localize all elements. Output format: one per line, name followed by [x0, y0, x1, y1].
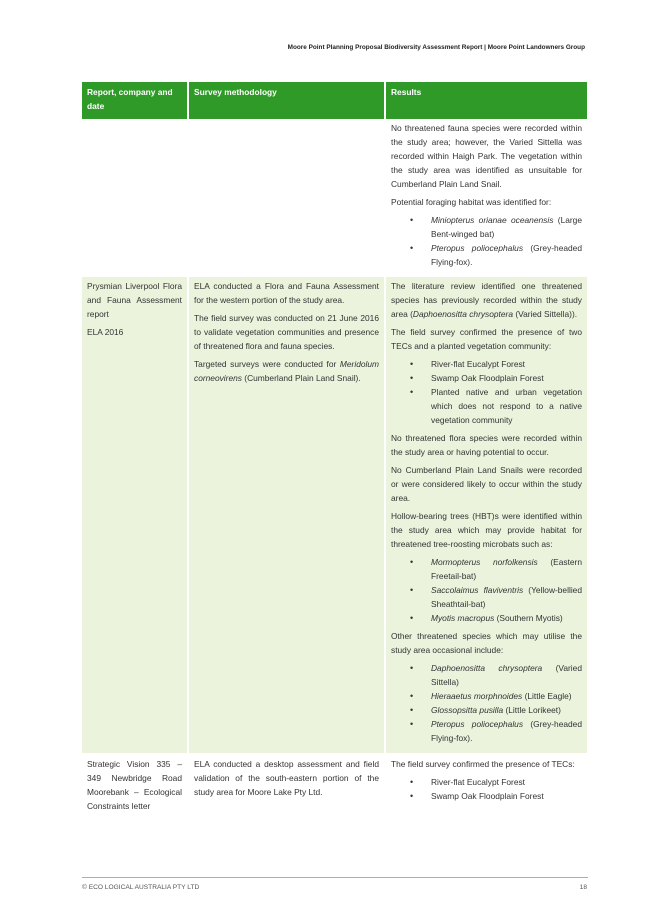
list-item: • Planted native and urban vegetation which does not respond to a native vegetation community [391, 385, 582, 427]
list-item: • Daphoenositta chrysoptera (Varied Sittella) [391, 661, 582, 689]
results-paragraph: The field survey confirmed the presence of two TECs and a planted vegetation community: [391, 327, 582, 351]
method-paragraph: ELA conducted a Flora and Fauna Assessment for the western portion of the study area. [194, 281, 379, 305]
cell-report [82, 754, 188, 821]
list-item: • Swamp Oak Floodplain Forest [391, 789, 582, 803]
results-paragraph: Other threatened species which may utilise the study area occasional include: [391, 631, 582, 655]
cell-results [385, 119, 587, 277]
results-paragraph: The literature review identified one threatened species has previously recorded within the study area (Daphoenositta chrysoptera (Varied Sittella)). [391, 281, 582, 319]
report-title: Prysmian Liverpool Flora and Fauna Assessment report [87, 281, 182, 319]
col-header-report: Report, company and date [82, 82, 188, 119]
col-header-methodology: Survey methodology [188, 82, 385, 119]
list-item: • Miniopterus orianae oceanensis (Large Bent-winged bat) [391, 213, 582, 241]
table-row [82, 119, 587, 277]
cell-method [188, 277, 385, 754]
table-row [82, 754, 587, 821]
running-header: Moore Point Planning Proposal Biodiversity Assessment Report | Moore Point Landowners Group [287, 44, 585, 51]
cell-results [385, 754, 587, 821]
cell-report [82, 277, 188, 754]
cell-report [82, 119, 188, 277]
results-paragraph: Hollow-bearing trees (HBT)s were identified within the study area which may provide habitat for threatened tree-roosting microbats such as: [391, 511, 582, 549]
footer-copyright: © ECO LOGICAL AUSTRALIA PTY LTD [82, 884, 200, 891]
results-paragraph: No threatened fauna species were recorded within the study area; however, the Varied Sittella was recorded within Haigh Park. The vegetation within the study area was identified as unsuitable for Cumberland Plain Land Snail. [391, 123, 582, 189]
list-item: • Myotis macropus (Southern Myotis) [391, 611, 582, 625]
page-number: 18 [579, 884, 587, 891]
method-paragraph: Targeted surveys were conducted for Meridolum corneovirens (Cumberland Plain Land Snail). [194, 359, 380, 383]
table-header-row [82, 82, 587, 119]
report-title: Strategic Vision 335 – 349 Newbridge Road Moorebank – Ecological Constraints letter [87, 759, 182, 811]
table-row [82, 277, 587, 754]
footer-divider [82, 877, 588, 878]
list-item: • Pteropus poliocephalus (Grey-headed Flying-fox). [391, 241, 582, 269]
cell-results [385, 277, 587, 754]
list-item: • River-flat Eucalypt Forest [391, 357, 582, 371]
cell-method [188, 754, 385, 821]
microbat-list [391, 555, 582, 625]
other-species-list [391, 661, 582, 745]
tec-list [391, 357, 582, 427]
list-item: • River-flat Eucalypt Forest [391, 775, 582, 789]
list-item: • Hieraaetus morphnoides (Little Eagle) [391, 689, 582, 703]
list-item: • Pteropus poliocephalus (Grey-headed Flying-fox). [391, 717, 582, 745]
species-list [391, 213, 582, 269]
list-item: • Glossopsitta pusilla (Little Lorikeet) [391, 703, 582, 717]
results-paragraph: Potential foraging habitat was identified for: [391, 197, 552, 207]
results-paragraph: The field survey confirmed the presence of TECs: [391, 759, 575, 769]
results-paragraph: No threatened flora species were recorded within the study area or having potential to occur. [391, 433, 582, 457]
list-item: • Swamp Oak Floodplain Forest [391, 371, 582, 385]
report-org-date: ELA 2016 [87, 327, 124, 337]
tec-list [391, 775, 582, 803]
list-item: • Saccolaimus flaviventris (Yellow-bellied Sheathtail-bat) [391, 583, 582, 611]
list-item: • Mormopterus norfolkensis (Eastern Freetail-bat) [391, 555, 582, 583]
results-table [82, 82, 587, 821]
col-header-results: Results [385, 82, 587, 119]
cell-method [188, 119, 385, 277]
results-paragraph: No Cumberland Plain Land Snails were recorded or were considered likely to occur within the study area. [391, 465, 582, 503]
method-paragraph: ELA conducted a desktop assessment and field validation of the south-eastern portion of the study area for Moore Lake Pty Ltd. [194, 759, 379, 797]
method-paragraph: The field survey was conducted on 21 June 2016 to validate vegetation communities and presence of threatened flora and fauna species. [194, 313, 379, 351]
